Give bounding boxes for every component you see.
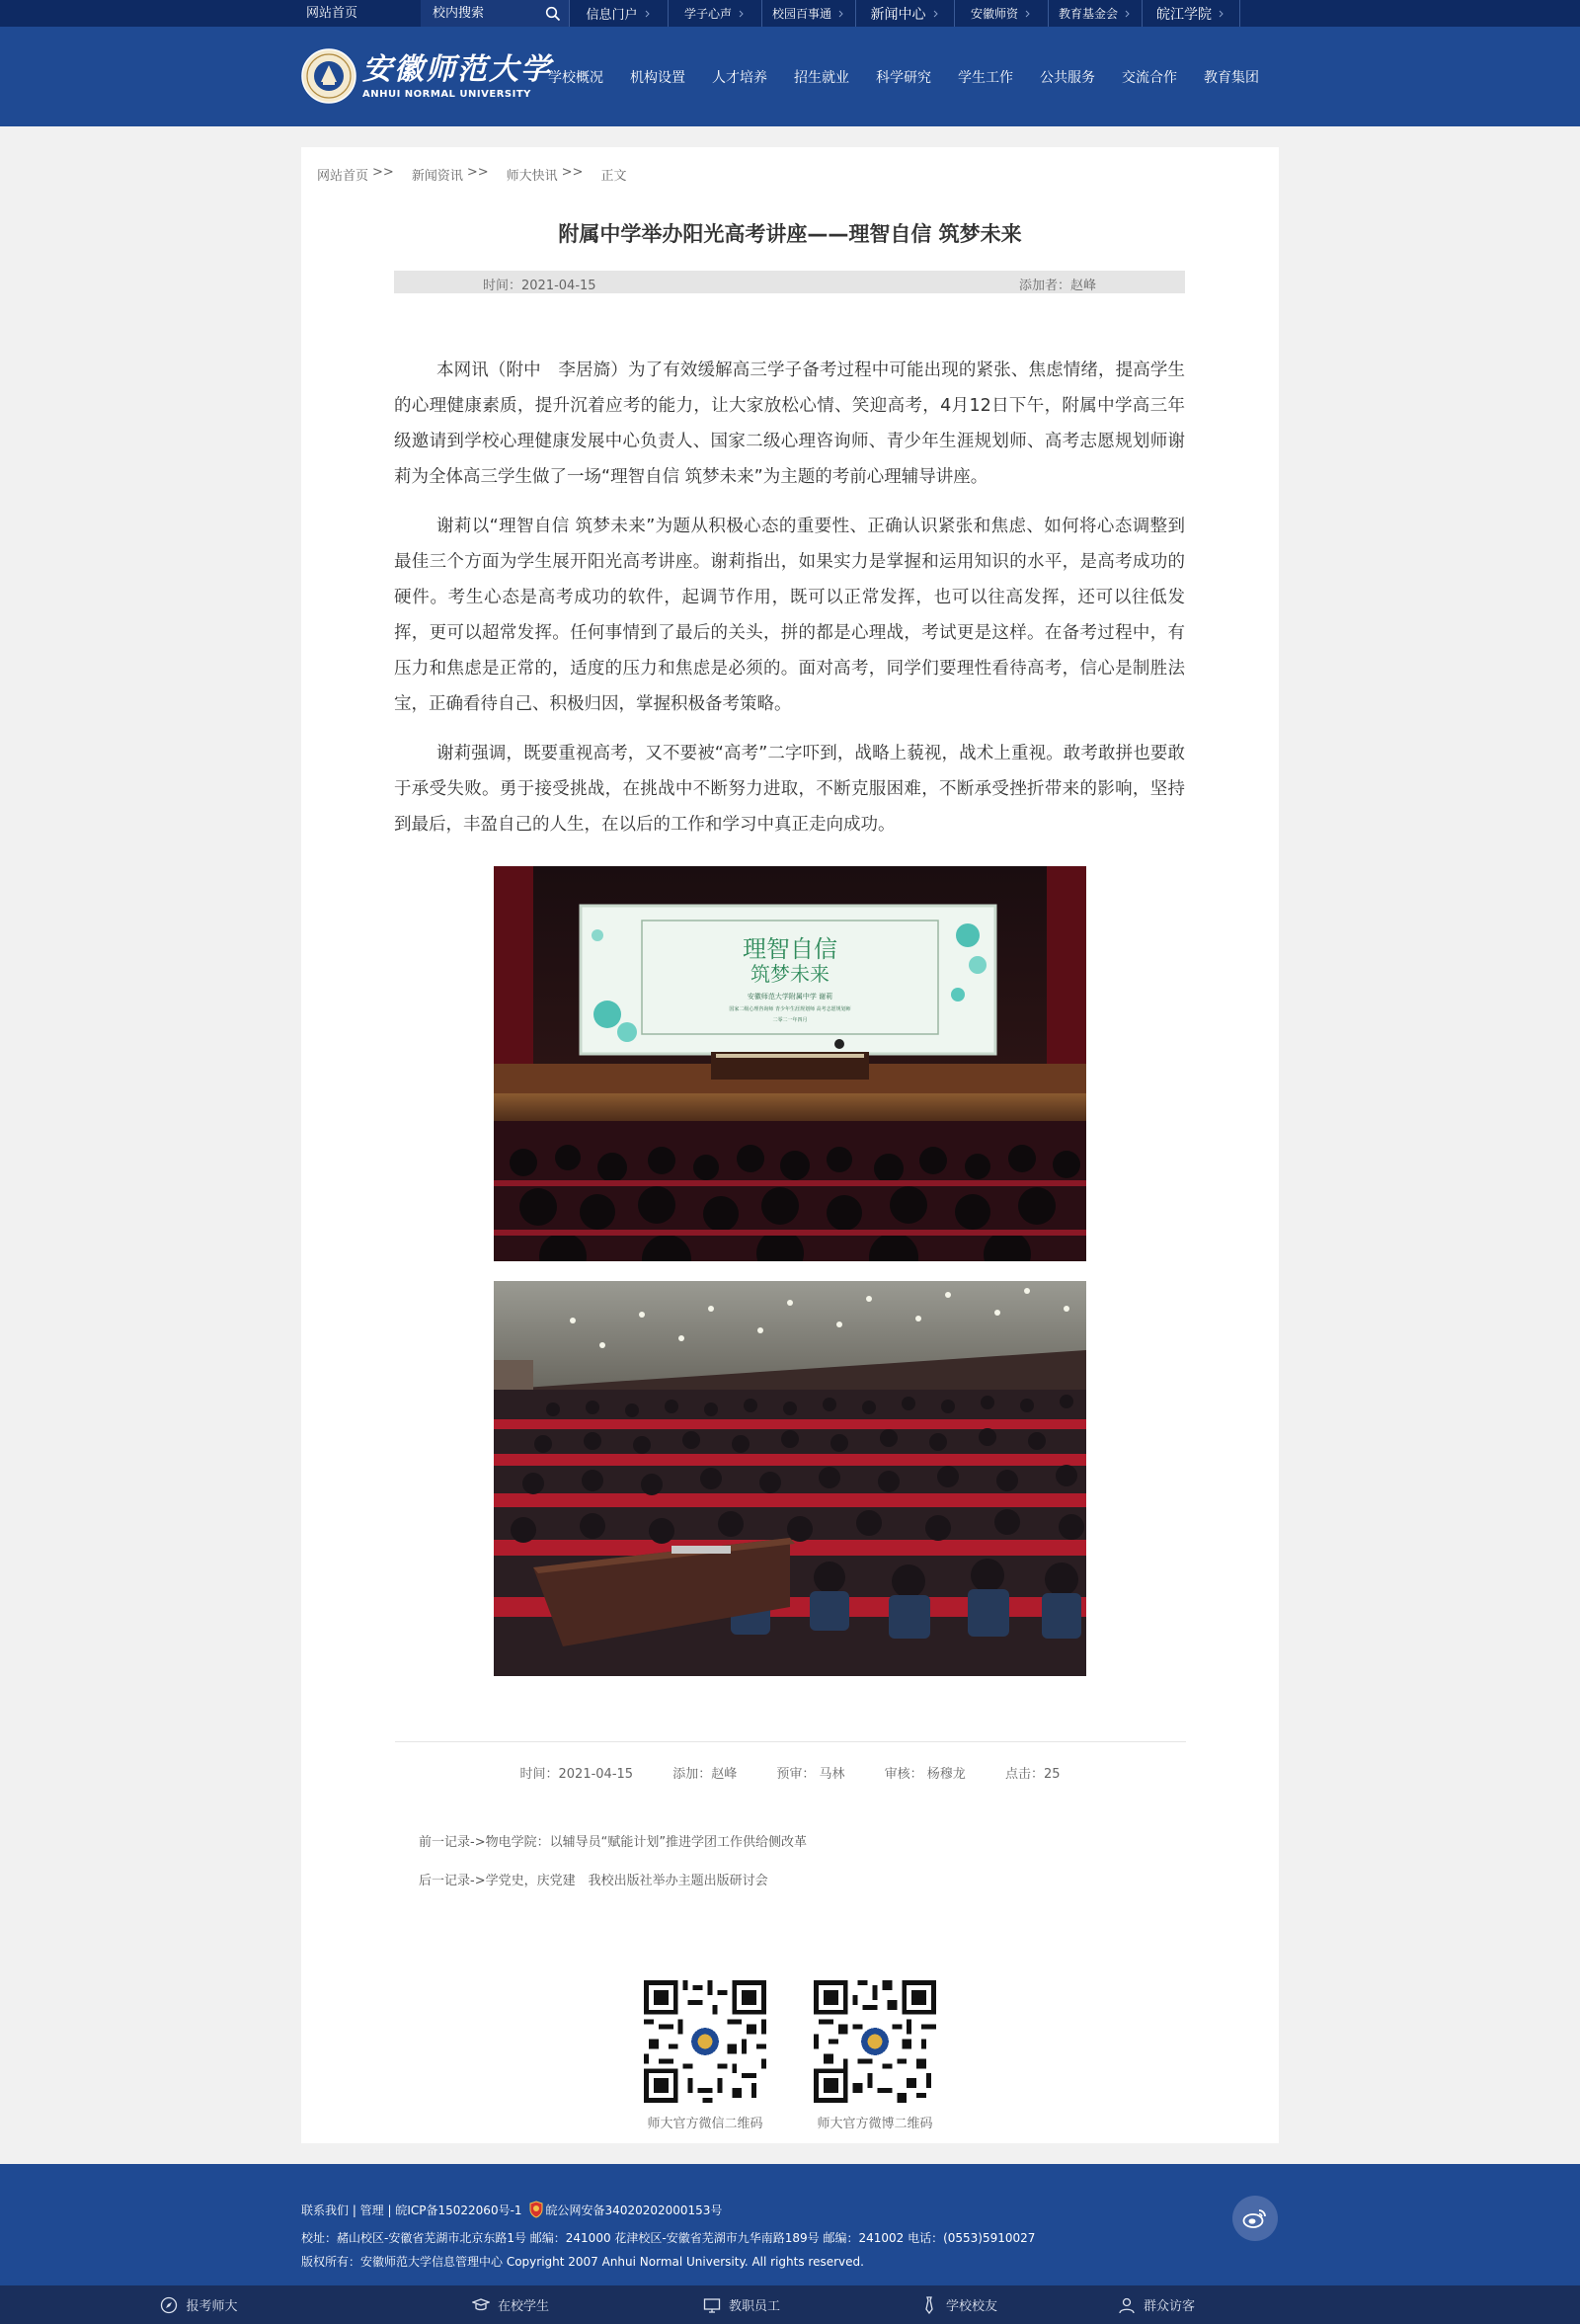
footer-police-record[interactable]: 皖公网安备34020202000153号 bbox=[545, 2203, 723, 2217]
university-seal-icon bbox=[301, 48, 356, 104]
breadcrumb-home[interactable]: 网站首页 bbox=[317, 169, 369, 184]
breadcrumb: 网站首页 >> 新闻资讯 >> 师大快讯 >> 正文 bbox=[317, 165, 627, 184]
article-author: 添加者：赵峰 bbox=[1018, 279, 1096, 293]
nav-item-public-services[interactable]: 公共服务 bbox=[1040, 69, 1095, 86]
lecture-stage-image bbox=[494, 866, 1086, 1261]
chevron-right-icon bbox=[738, 10, 746, 18]
divider bbox=[395, 1741, 1186, 1742]
weibo-qr-label: 师大官方微博二维码 bbox=[817, 2117, 933, 2131]
article-meta-bar bbox=[394, 271, 1185, 293]
lecture-audience-image bbox=[494, 1281, 1086, 1676]
nav-item-education-group[interactable]: 教育集团 bbox=[1204, 69, 1259, 86]
university-logo[interactable] bbox=[301, 48, 552, 104]
quick-links bbox=[569, 0, 1240, 27]
weibo-qr bbox=[812, 1980, 938, 2131]
logo-chinese-name: 安徽师范大学 bbox=[362, 51, 552, 87]
audience-bar bbox=[0, 2285, 1580, 2324]
chevron-right-icon bbox=[1024, 10, 1032, 18]
weibo-button[interactable] bbox=[1232, 2196, 1278, 2241]
article-title: 附属中学举办阳光高考讲座——理智自信 筑梦未来 bbox=[558, 222, 1022, 246]
quick-link-wanjiang[interactable]: 皖江学院 bbox=[1142, 0, 1240, 27]
next-article-link[interactable]: 后一记录->学党史，庆党建 我校出版社举办主题出版研讨会 bbox=[419, 1874, 768, 1888]
search-input[interactable] bbox=[433, 6, 531, 21]
breadcrumb-news[interactable]: 新闻资讯 bbox=[411, 169, 463, 184]
footer-address: 校址：赭山校区-安徽省芜湖市北京东路1号 邮编：241000 花津校区-安徽省芜湖市九华南路189号 邮编：241002 电话：(0553)5910027 bbox=[301, 2231, 1036, 2245]
quick-link-student-voice[interactable]: 学子心声 bbox=[668, 0, 761, 27]
quick-link-campus-guide[interactable]: 校园百事通 bbox=[761, 0, 855, 27]
lecture-audience-photo bbox=[494, 1281, 1086, 1676]
svg-text:安徽师范大学附属中学 谢莉: 安徽师范大学附属中学 谢莉 bbox=[747, 993, 833, 1001]
police-badge-icon bbox=[528, 2201, 544, 2218]
search-icon[interactable] bbox=[545, 6, 561, 22]
chevron-right-icon bbox=[1218, 10, 1225, 18]
site-header bbox=[0, 27, 1580, 126]
tie-icon bbox=[920, 2296, 938, 2314]
quick-link-portal[interactable]: 信息门户 bbox=[569, 0, 668, 27]
weibo-qr-code-icon bbox=[814, 1980, 936, 2103]
info-clicks: 点击：25 bbox=[1004, 1767, 1061, 1782]
article-paragraph: 本网讯（附中 李居旖）为了有效缓解高三学子备考过程中可能出现的紧张、焦虑情绪，提高学生的心理健康素质，提升沉着应考的能力，让大家放松心情、笑迎高考，4月12日下午，附属中学高三年级邀请到学校心理健康发展中心负责人、国家二级心理咨询师、青少年生涯规划师、高考志愿规划师谢莉为全体高三学生做了一场“理智自信 筑梦未来”为主题的考前心理辅导讲座。 bbox=[394, 361, 1185, 487]
compass-icon bbox=[160, 2296, 178, 2314]
svg-text:理智自信: 理智自信 bbox=[743, 935, 837, 963]
info-preview: 预审： 马林 bbox=[776, 1767, 845, 1782]
wechat-qr-code-icon bbox=[644, 1980, 766, 2103]
audience-link-visitors[interactable]: 群众访客 bbox=[1058, 2285, 1255, 2324]
audience-link-prospective[interactable]: 报考师大 bbox=[0, 2285, 398, 2324]
svg-text:筑梦未来: 筑梦未来 bbox=[750, 962, 830, 986]
site-search bbox=[421, 0, 569, 27]
article-body bbox=[394, 353, 1185, 856]
monitor-icon bbox=[703, 2296, 721, 2314]
audience-link-staff[interactable]: 教职员工 bbox=[623, 2285, 860, 2324]
nav-item-about[interactable]: 学校概况 bbox=[548, 69, 603, 86]
info-adder: 添加：赵峰 bbox=[672, 1767, 738, 1782]
quick-link-news-center[interactable]: 新闻中心 bbox=[855, 0, 954, 27]
nav-item-admissions[interactable]: 招生就业 bbox=[794, 69, 849, 86]
chevron-right-icon bbox=[932, 10, 940, 18]
breadcrumb-current: 正文 bbox=[600, 169, 627, 184]
footer-links-text[interactable]: 联系我们 | 管理 | 皖ICP备15022060号-1 bbox=[301, 2203, 522, 2217]
chevron-right-icon bbox=[644, 10, 652, 18]
logo-english-name: ANHUI NORMAL UNIVERSITY bbox=[362, 88, 531, 100]
footer-copyright: 版权所有：安徽师范大学信息管理中心 Copyright 2007 Anhui Normal University. All rights reserved. bbox=[301, 2255, 864, 2269]
site-home-link[interactable]: 网站首页 bbox=[306, 6, 358, 21]
lecture-stage-photo bbox=[494, 866, 1086, 1261]
audience-link-students[interactable]: 在校学生 bbox=[398, 2285, 623, 2324]
article-paragraph: 谢莉以“理智自信 筑梦未来”为题从积极心态的重要性、正确认识紧张和焦虑、如何将心态调整到最佳三个方面为学生展开阳光高考讲座。谢莉指出，如果实力是掌握和运用知识的水平，是高考成功的硬件。考生心态是高考成功的软件，起调节作用，既可以正常发挥，也可以往高发挥，还可以往低发挥，更可以超常发挥。任何事情到了最后的关头，拼的都是心理战，考试更是这样。在备考过程中，有压力和焦虑是正常的，适度的压力和焦虑是必须的。面对高考，同学们要理性看待高考，信心是制胜法宝，正确看待自己、积极归因，掌握积极备考策略。 bbox=[394, 517, 1185, 714]
info-time: 时间：2021-04-15 bbox=[519, 1767, 634, 1782]
nav-item-cooperation[interactable]: 交流合作 bbox=[1122, 69, 1177, 86]
audience-link-alumni[interactable]: 学校校友 bbox=[860, 2285, 1058, 2324]
graduation-cap-icon bbox=[472, 2296, 490, 2314]
chevron-right-icon bbox=[1124, 10, 1132, 18]
quick-link-teachers[interactable]: 安徽师资 bbox=[954, 0, 1048, 27]
site-footer bbox=[0, 2164, 1580, 2285]
nav-item-departments[interactable]: 机构设置 bbox=[630, 69, 685, 86]
wechat-qr-label: 师大官方微信二维码 bbox=[647, 2117, 763, 2131]
user-icon bbox=[1118, 2296, 1136, 2314]
article-info-line bbox=[0, 1763, 1580, 1782]
footer-links bbox=[301, 2201, 722, 2218]
svg-text:国家二级心理咨询师 青少年生涯规划师 高考志愿规划师: 国家二级心理咨询师 青少年生涯规划师 高考志愿规划师 bbox=[729, 1006, 851, 1012]
nav-item-education[interactable]: 人才培养 bbox=[712, 69, 767, 86]
wechat-qr bbox=[642, 1980, 768, 2131]
nav-item-research[interactable]: 科学研究 bbox=[876, 69, 931, 86]
main-nav bbox=[548, 27, 1286, 126]
article-paragraph: 谢莉强调，既要重视高考，又不要被“高考”二字吓到，战略上藐视，战术上重视。敢考敢拼也要敢于承受失败。勇于接受挑战，在挑战中不断努力进取，不断克服困难，不断承受挫折带来的影响，坚持到最后，丰盈自己的人生，在以后的工作和学习中真正走向成功。 bbox=[394, 744, 1185, 835]
chevron-right-icon bbox=[837, 10, 845, 18]
nav-item-student-affairs[interactable]: 学生工作 bbox=[958, 69, 1013, 86]
article-time: 时间：2021-04-15 bbox=[483, 279, 596, 293]
weibo-icon bbox=[1242, 2207, 1268, 2229]
info-review: 审核： 杨穆龙 bbox=[884, 1767, 966, 1782]
top-bar bbox=[0, 0, 1580, 27]
breadcrumb-quick-news[interactable]: 师大快讯 bbox=[506, 169, 558, 184]
previous-article-link[interactable]: 前一记录->物电学院：以辅导员“赋能计划”推进学团工作供给侧改革 bbox=[419, 1835, 808, 1850]
quick-link-foundation[interactable]: 教育基金会 bbox=[1048, 0, 1142, 27]
svg-text:二零二一年四月: 二零二一年四月 bbox=[772, 1017, 808, 1023]
